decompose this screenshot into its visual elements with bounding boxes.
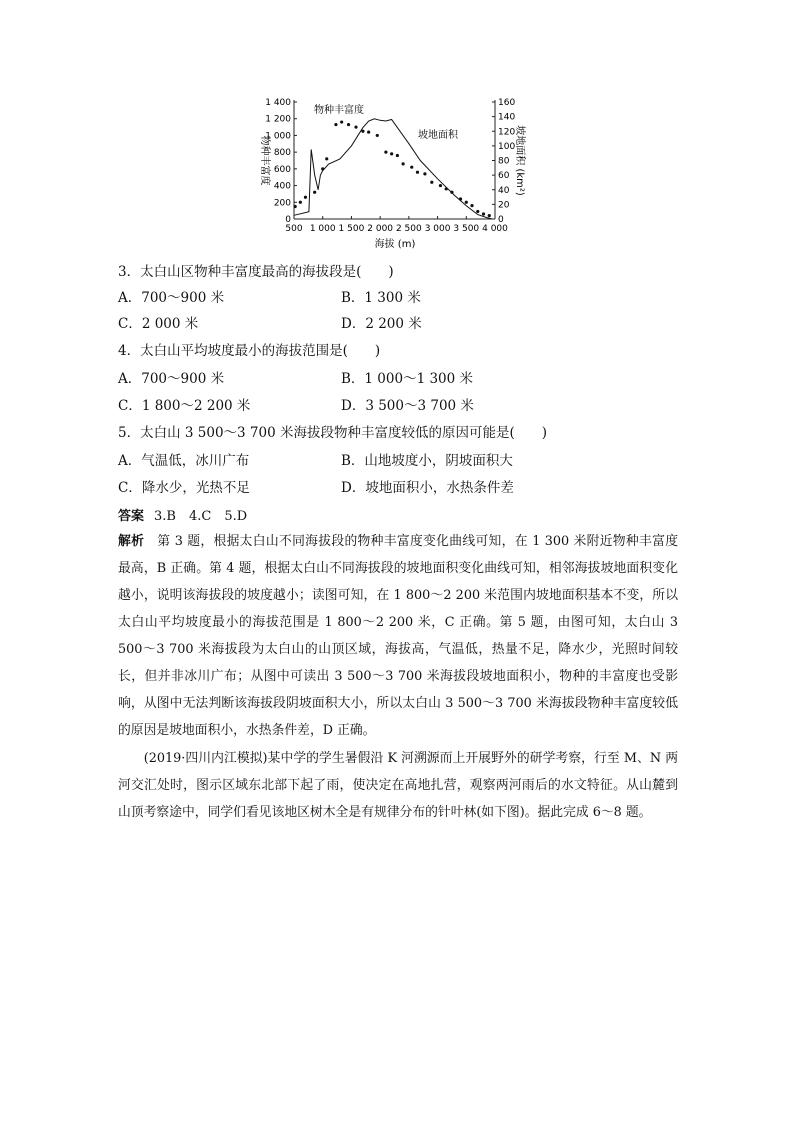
x-tick-label: 2 000: [367, 224, 394, 234]
question-5-option-d[interactable]: D．坡地面积小，水热条件差: [341, 480, 514, 496]
intro-paragraph: (2019·四川内江模拟)某中学的学生暑假沿 K 河溯源而上开展野外的研学考察，行至 M、N 两河交汇处时，图示区域东北部下起了雨，使决定在高地扎营，观察两河雨后的水文特征。从山麓到山顶考察途中，同学们看见该地区树木全是有规律分布的针叶林(如下图)。据此完成 6～8 题。: [118, 751, 678, 820]
y-left-tick-label: 200: [273, 198, 291, 209]
question-5-option-c[interactable]: C．降水少，光热不足: [118, 480, 250, 496]
species-richness-point: [439, 184, 442, 187]
altitude-chart: [250, 92, 525, 252]
species-richness-point: [465, 201, 468, 204]
question-4-stem: 4．太白山平均坡度最小的海拔范围是( ): [118, 343, 381, 359]
y-right-tick-label: 0: [498, 215, 504, 225]
species-richness-point: [347, 123, 350, 126]
series-label-species: 物种丰富度: [314, 105, 364, 116]
x-tick-label: 1 000: [309, 224, 336, 234]
y-right-tick-label: 160: [498, 98, 516, 108]
question-4-option-c[interactable]: C．1 800～2 200 米: [118, 398, 251, 414]
question-5-option-b[interactable]: B．山地坡度小，阴坡面积大: [341, 453, 513, 469]
species-richness-point: [470, 204, 473, 207]
y-right-tick-label: 100: [498, 141, 516, 152]
question-5-stem: 5．太白山 3 500～3 700 米海拔段物种丰富度较低的原因可能是( ): [118, 425, 547, 441]
species-richness-point: [325, 157, 328, 160]
y-left-tick-label: 400: [273, 181, 291, 192]
species-richness-point: [294, 205, 297, 208]
x-tick-label: 500: [285, 224, 303, 234]
slope-area-line: [294, 119, 492, 219]
species-richness-point: [376, 134, 379, 137]
species-richness-point: [416, 171, 419, 174]
y-axis-right-label: 坡地面积 (km²): [514, 125, 525, 196]
chart-axes: [294, 100, 495, 219]
question-5-option-a[interactable]: A．气温低，冰川广布: [118, 453, 250, 469]
y-right-tick-label: 80: [498, 156, 510, 167]
analysis-label: 解析: [118, 534, 145, 549]
question-3-stem: 3．太白山区物种丰富度最高的海拔段是( ): [118, 264, 394, 280]
analysis-text: 第 3 题，根据太白山不同海拔段的物种丰富度变化曲线可知，在 1 300 米附近物种丰富度最高，B 正确。第 4 题，根据太白山不同海拔段的坡地面积变化曲线可知，相邻海拔坡地面积变化越小，说明该海拔段的坡度越小；读图可知，在 1 800～2 200 米范围内坡地面积基本不变，所以太白山平均坡度最小的海拔范围是 1 800～2 200 米，C 正确。第 5 题，由图可知，太白山 3 500～3 700 米海拔段为太白山的山顶区域，海拔高，气温低，热量不足，降水少，光照时间较长，但并非冰川广布；从图中可读出 3 500～3 700 米海拔段坡地面积小，物种的丰富度也受影响，从图中无法判断该海拔段阴坡面积大小，所以太白山 3 500～3 700 米海拔段物种丰富度较低的原因是坡地面积小，水热条件差，D 正确。: [118, 534, 678, 738]
species-richness-point: [482, 212, 485, 215]
question-4-option-b[interactable]: B．1 000～1 300 米: [341, 371, 474, 387]
species-richness-point: [396, 154, 399, 157]
x-tick-label: 4 000: [482, 224, 508, 234]
y-left-tick-label: 1 200: [265, 114, 291, 125]
species-richness-point: [410, 166, 413, 169]
y-left-tick-label: 1 400: [265, 98, 291, 108]
question-3-option-b[interactable]: B．1 300 米: [341, 290, 421, 306]
answer-label: 答案: [118, 509, 145, 524]
question-4-option-a[interactable]: A．700～900 米: [118, 371, 225, 387]
y-axis-left-label: 物种丰富度: [259, 135, 270, 186]
y-left-tick-label: 600: [273, 164, 291, 175]
species-richness-point: [390, 152, 393, 155]
species-richness-point: [304, 196, 307, 199]
species-richness-point: [423, 172, 426, 175]
x-tick-label: 3 000: [424, 224, 451, 234]
species-richness-point: [354, 125, 357, 128]
question-4-option-d[interactable]: D．3 500～3 700 米: [341, 398, 474, 414]
chart-series: [294, 119, 493, 219]
species-richness-point: [476, 210, 479, 213]
answer-text: 3.B 4.C 5.D: [154, 509, 248, 524]
y-left-tick-label: 1 000: [265, 131, 291, 142]
y-right-tick-label: 40: [498, 185, 510, 196]
species-richness-point: [334, 123, 337, 126]
species-richness-point: [367, 130, 370, 133]
species-richness-point: [488, 214, 491, 217]
x-axis-label: 海拔 (m): [374, 239, 416, 250]
question-3-option-c[interactable]: C．2 000 米: [118, 316, 199, 332]
x-tick-label: 3 500: [453, 224, 480, 234]
y-right-tick-label: 140: [498, 112, 516, 123]
x-tick-label: 1 500: [338, 224, 365, 234]
y-right-tick-label: 20: [498, 200, 510, 211]
x-tick-label: 2 500: [395, 224, 422, 234]
question-3-option-d[interactable]: D．2 200 米: [341, 316, 422, 332]
y-left-tick-label: 800: [273, 148, 291, 159]
species-richness-point: [340, 120, 343, 123]
answer-line: [118, 505, 247, 524]
question-3-option-a[interactable]: A．700～900 米: [118, 290, 225, 306]
series-label-slope: 坡地面积: [418, 130, 458, 141]
analysis-paragraph: [118, 528, 678, 744]
species-richness-point: [402, 162, 405, 165]
y-left-tick-label: 0: [285, 215, 291, 225]
y-right-tick-label: 60: [498, 171, 510, 182]
species-richness-point: [430, 181, 433, 184]
species-richness-point: [313, 191, 316, 194]
species-richness-point: [299, 201, 302, 204]
y-right-tick-label: 120: [498, 127, 516, 138]
species-richness-point: [384, 151, 387, 154]
